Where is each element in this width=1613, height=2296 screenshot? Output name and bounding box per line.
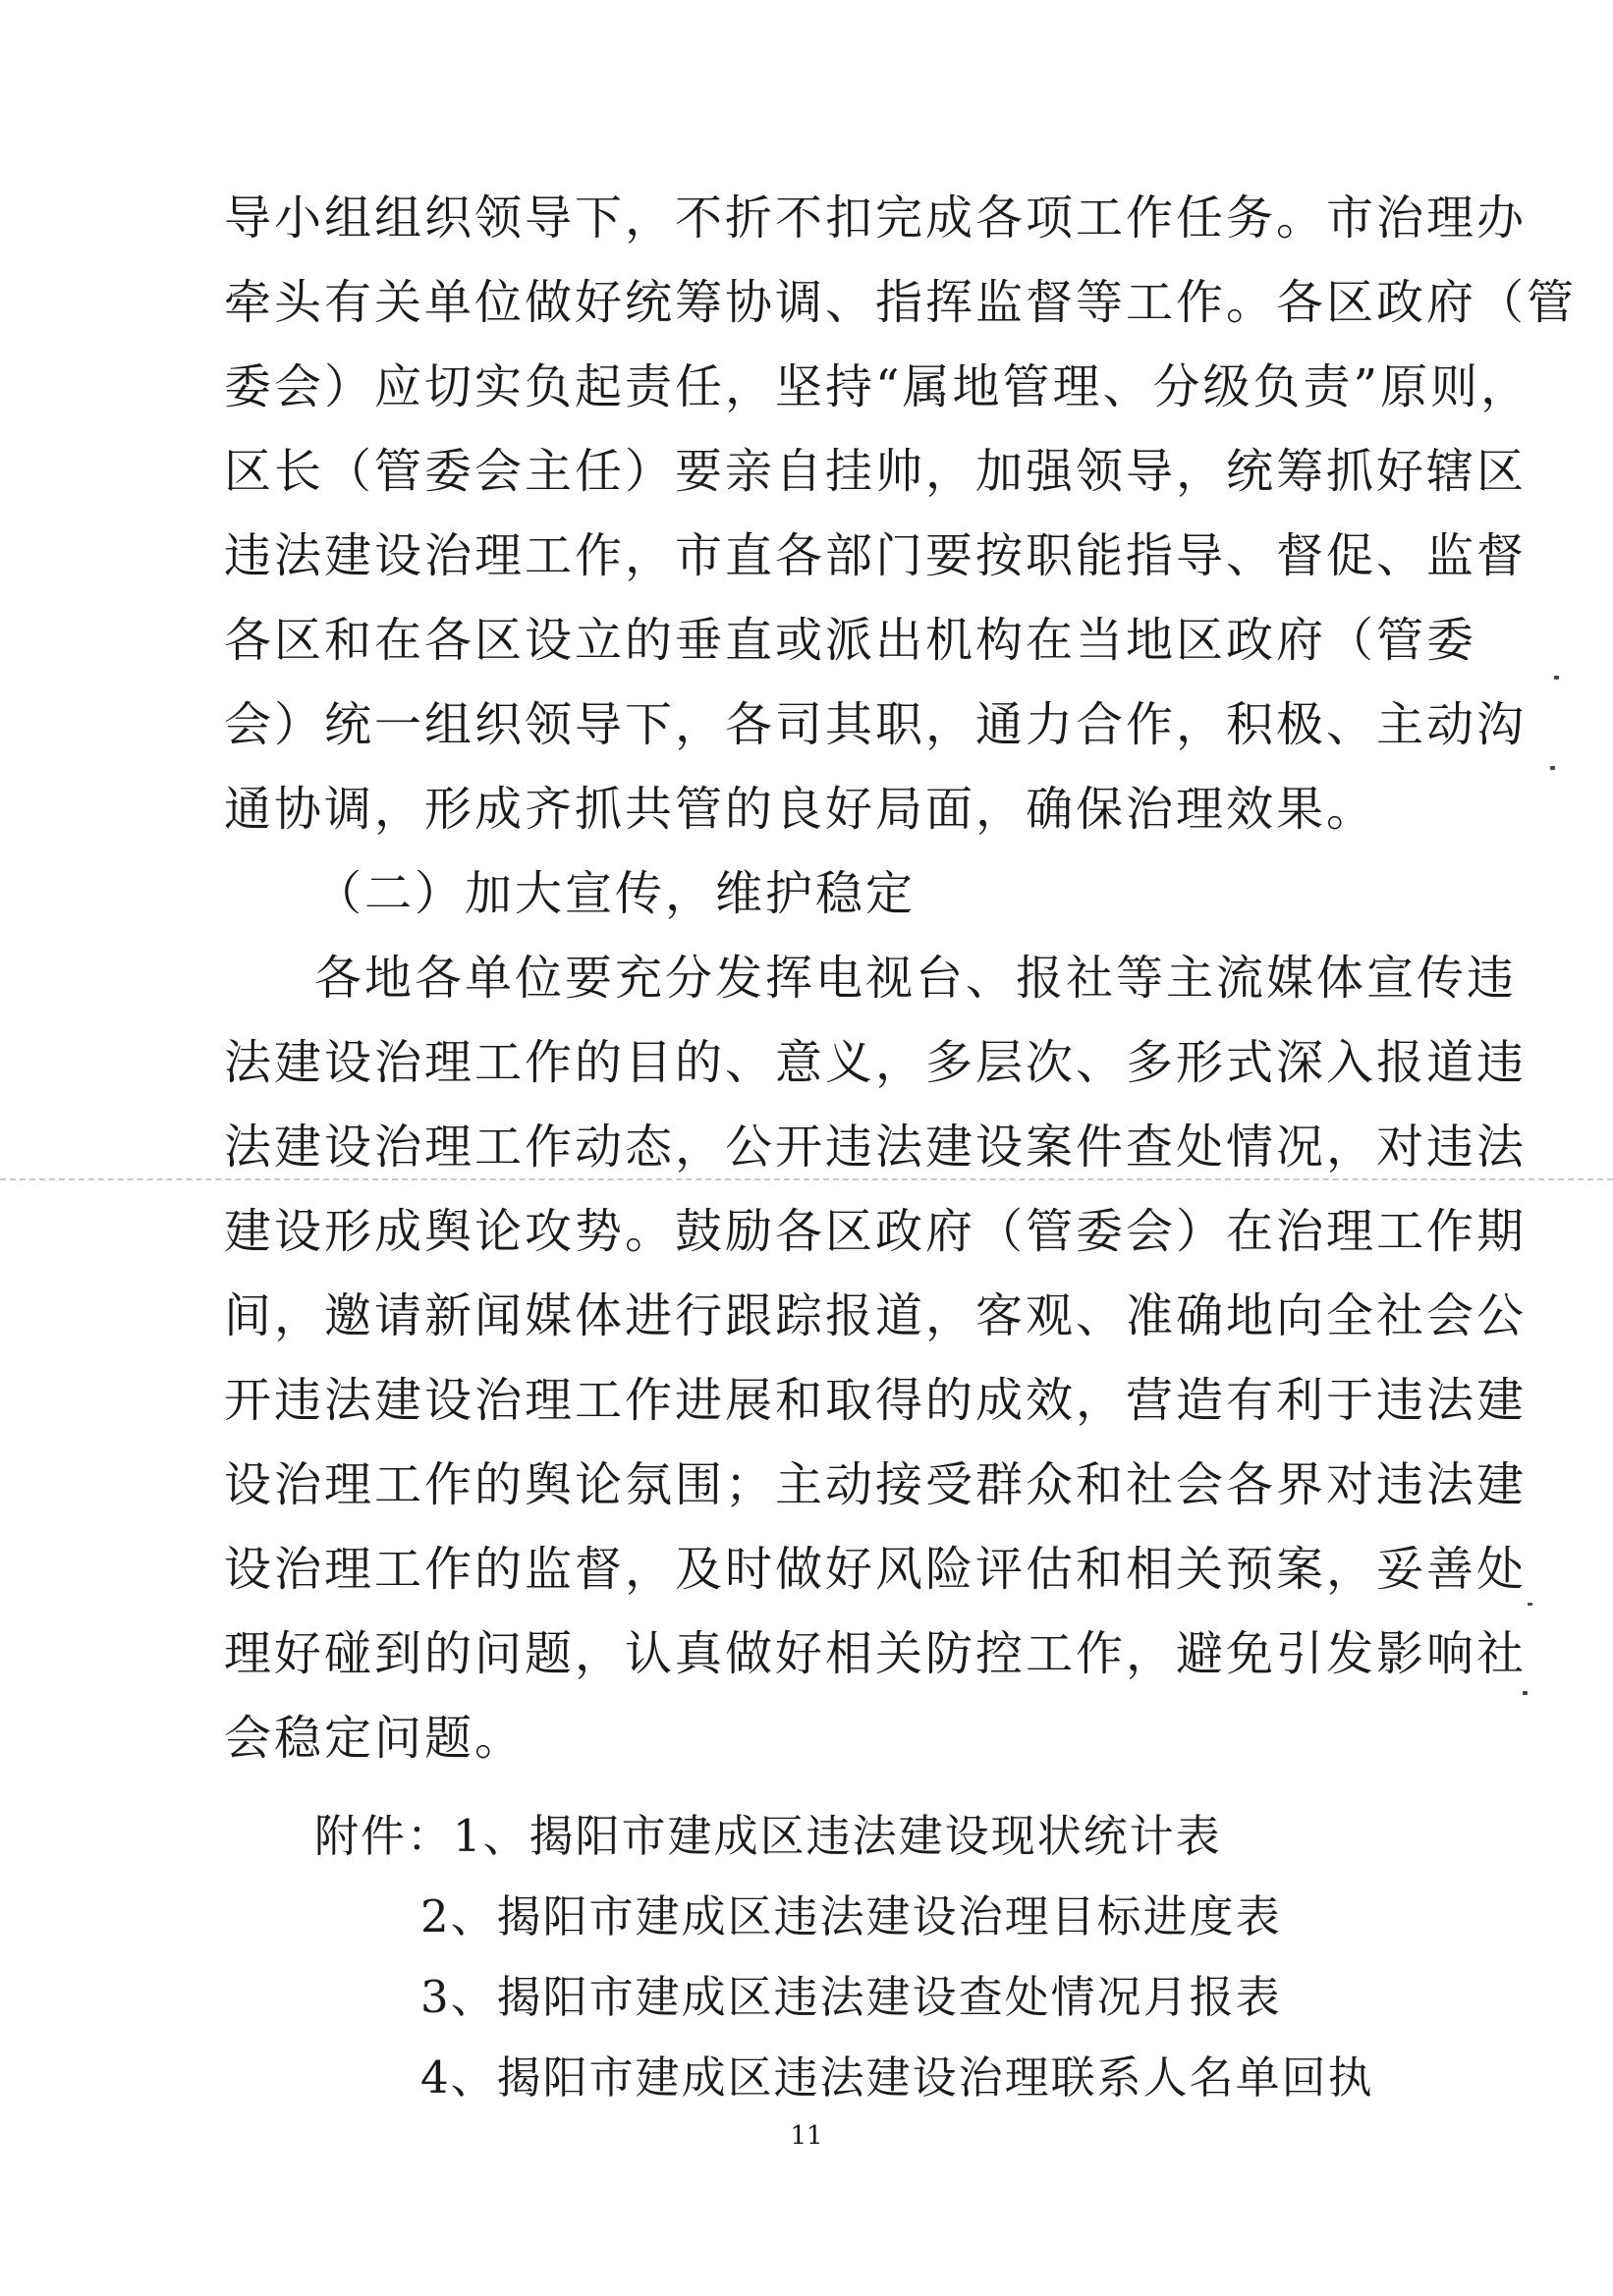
body-line-6: 各区和在各区设立的垂直或派出机构在当地区政府（管委 xyxy=(224,613,1477,668)
body-line-5: 违法建设治理工作，市直各部门要按职能指导、督促、监督 xyxy=(224,528,1528,583)
body-line-14: 间，邀请新闻媒体进行跟踪报道，客观、准确地向全社会公 xyxy=(224,1288,1528,1343)
section-heading: （二）加大宣传，维护稳定 xyxy=(314,866,917,921)
body-line-1: 导小组组织领导下，不折不扣完成各项工作任务。市治理办 xyxy=(224,191,1528,246)
body-line-8: 通协调，形成齐抓共管的良好局面，确保治理效果。 xyxy=(224,782,1377,837)
scan-fold-line xyxy=(0,1178,1613,1180)
page-number: 11 xyxy=(790,2121,823,2151)
body-line-12: 法建设治理工作动态，公开违法建设案件查处情况，对违法 xyxy=(224,1120,1528,1175)
scan-speck xyxy=(1554,676,1559,680)
body-line-18: 理好碰到的问题，认真做好相关防控工作，避免引发影响社 xyxy=(224,1626,1528,1681)
body-line-7: 会）统一组织领导下，各司其职，通力合作，积极、主动沟 xyxy=(224,697,1528,752)
body-line-4: 区长（管委会主任）要亲自挂帅，加强领导，统筹抓好辖区 xyxy=(224,444,1528,499)
body-line-15: 开违法建设治理工作进展和取得的成效，营造有利于违法建 xyxy=(224,1373,1528,1428)
body-line-2: 牵头有关单位做好统筹协调、指挥监督等工作。各区政府（管 xyxy=(224,275,1578,330)
body-line-3: 委会）应切实负起责任，坚持“属地管理、分级负责”原则， xyxy=(224,359,1531,414)
body-line-10: 各地各单位要充分发挥电视台、报社等主流媒体宣传违 xyxy=(314,951,1518,1006)
scan-speck xyxy=(1550,766,1555,770)
scan-speck xyxy=(1523,1691,1528,1695)
attachment-4: 4、揭阳市建成区违法建设治理联系人名单回执 xyxy=(420,2051,1374,2104)
body-line-13: 建设形成舆论攻势。鼓励各区政府（管委会）在治理工作期 xyxy=(224,1204,1528,1259)
attachment-2: 2、揭阳市建成区违法建设治理目标进度表 xyxy=(420,1890,1282,1942)
attachment-3: 3、揭阳市建成区违法建设查处情况月报表 xyxy=(420,1971,1282,2023)
body-line-11: 法建设治理工作的目的、意义，多层次、多形式深入报道违 xyxy=(224,1035,1528,1090)
body-line-16: 设治理工作的舆论氛围；主动接受群众和社会各界对违法建 xyxy=(224,1457,1528,1512)
attachment-1: 附件：1、揭阳市建成区违法建设现状统计表 xyxy=(314,1810,1222,1862)
body-line-17: 设治理工作的监督，及时做好风险评估和相关预案，妥善处 xyxy=(224,1542,1528,1597)
scan-speck xyxy=(1528,1603,1532,1606)
body-line-19: 会稳定问题。 xyxy=(224,1711,526,1766)
